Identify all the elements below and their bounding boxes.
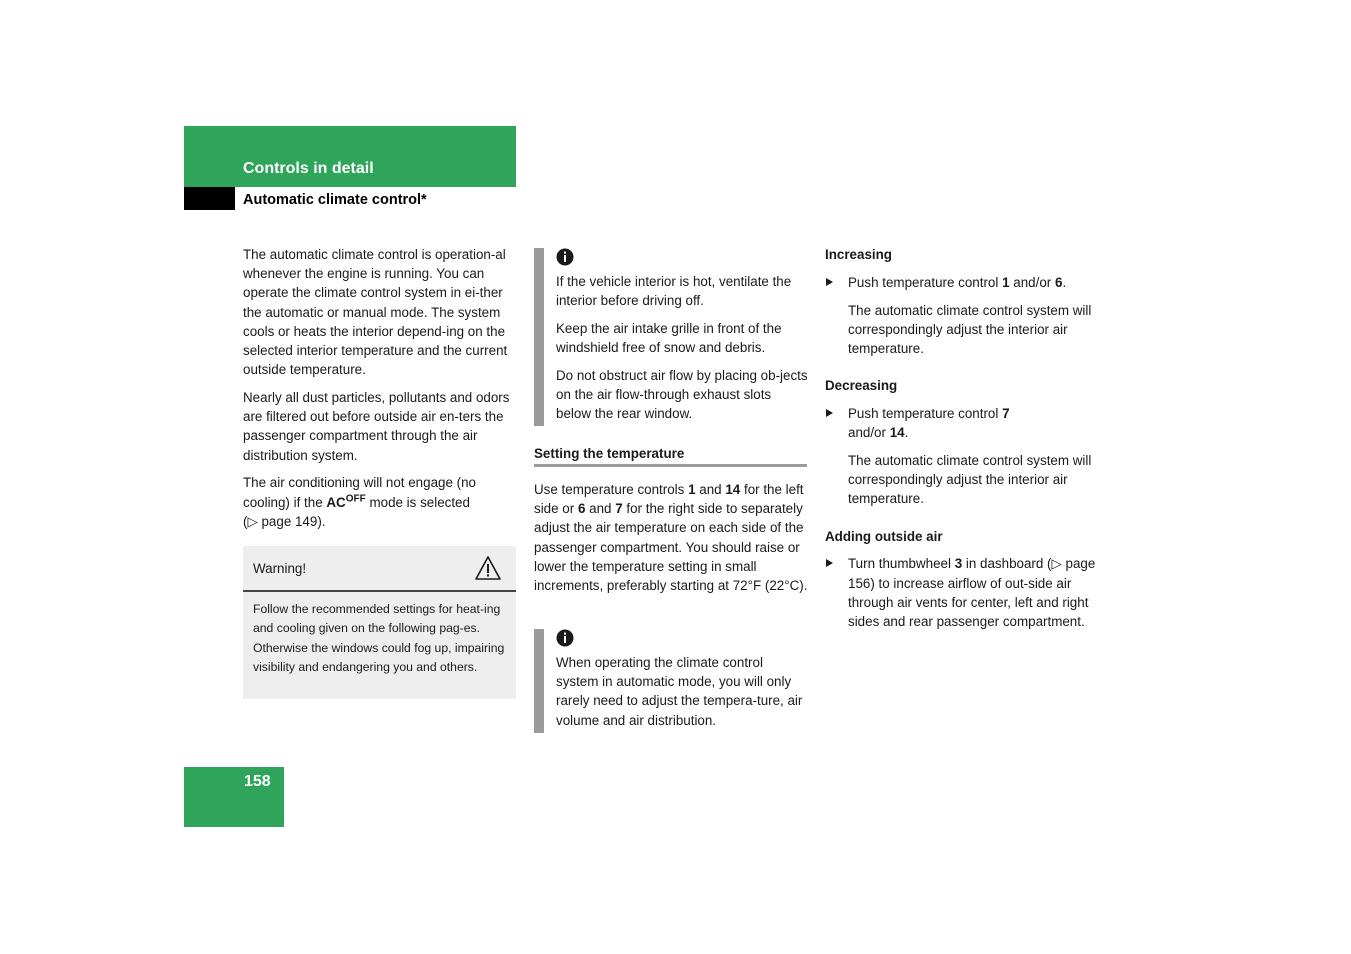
bullet-arrow-icon <box>826 409 833 417</box>
note-paragraph: Do not obstruct air flow by placing ob-jects on the air flow-through exhaust slots below the rear window. <box>556 368 808 422</box>
section-title: Controls in detail <box>243 160 374 177</box>
column-left <box>243 245 518 540</box>
column-right <box>825 245 1105 640</box>
text-span: and/or <box>1013 274 1052 290</box>
text-span: . <box>1062 274 1067 290</box>
increasing-result: The automatic climate control system will correspondingly adjust the interior air temperature. <box>848 302 1092 356</box>
control-number: 6 <box>1054 274 1063 290</box>
note-paragraph: When operating the climate control system in automatic mode, you will only rarely need to adjust the tempera-ture, air volume and air distribution. <box>556 655 803 728</box>
control-number: 1 <box>688 482 696 497</box>
decreasing-heading: Decreasing <box>825 378 898 394</box>
text-span: Push temperature control <box>848 406 999 421</box>
note-bar <box>534 248 544 426</box>
ac-off-text-a: The air conditioning will not engage (no cooling) if the <box>243 475 476 510</box>
control-number: 6 <box>577 501 586 517</box>
control-number: 7 <box>615 501 623 517</box>
decreasing-step <box>825 404 1105 442</box>
warning-box <box>243 546 516 699</box>
outside-air-step <box>825 554 1105 631</box>
control-number: 14 <box>889 425 905 441</box>
increasing-heading: Increasing <box>825 247 892 262</box>
warning-header <box>243 546 516 592</box>
note-paragraph: Keep the air intake grille in front of the windshield free of snow and debris. <box>556 321 782 356</box>
warning-body: Follow the recommended settings for heat-ing and cooling given on the following pag-es. Otherwise the windows could fog up, impairing visibility and endangering you and others. <box>253 602 505 675</box>
text-span: and <box>589 501 612 517</box>
info-icon <box>556 629 574 647</box>
intro-paragraph: The automatic climate control is operation-al whenever the engine is running. You can operate the climate control system in ei-ther the automatic or manual mode. The system cools or heats the interior depend-ing on the selected interior temperature and the current outside temperature. <box>243 247 508 378</box>
text-span: Turn thumbwheel <box>848 556 951 572</box>
increasing-step <box>825 273 1105 292</box>
page-reference-link[interactable]: (▷ page 149). <box>243 513 326 529</box>
ac-off-paragraph <box>243 473 518 531</box>
page-number: 158 <box>244 773 271 790</box>
bullet-arrow-icon <box>826 559 833 567</box>
text-span: Use temperature controls <box>534 482 685 497</box>
control-number: 7 <box>1002 406 1010 421</box>
control-number: 14 <box>725 482 741 497</box>
setting-temperature-heading: Setting the temperature <box>534 446 685 461</box>
control-number: 1 <box>1002 274 1010 290</box>
outside-air-heading: Adding outside air <box>825 528 943 544</box>
warning-triangle-icon <box>474 555 502 581</box>
subsection-title: Automatic climate control* <box>243 192 427 208</box>
info-note-ventilation <box>534 248 808 426</box>
header-tab-marker <box>184 187 235 210</box>
heading-rule <box>534 464 807 467</box>
text-span: . <box>904 425 909 441</box>
bullet-arrow-icon <box>826 278 833 286</box>
info-note-automatic-mode <box>534 629 808 733</box>
control-number: 3 <box>954 556 963 572</box>
note-paragraph: If the vehicle interior is hot, ventilate the interior before driving off. <box>556 274 792 309</box>
decreasing-result: The automatic climate control system will correspondingly adjust the interior air temperature. <box>848 453 1092 507</box>
text-span: Push temperature control <box>848 274 999 290</box>
note-bar <box>534 629 544 733</box>
text-span: and <box>699 482 722 497</box>
filter-paragraph: Nearly all dust particles, pollutants and odors are filtered out before outside air en-ters the passenger compartment through the air distribution system. <box>243 390 510 463</box>
text-span: and/or <box>848 425 886 441</box>
ac-off-text-b: mode is selected <box>369 494 470 510</box>
text-span: for the right side to separately adjust the air temperature on each side of the passenger compartment. You should raise or lower the temperature setting in small increments, preferably starting at 72°F (22°C). <box>534 501 808 594</box>
text-span: in dashboard (▷ page 156) to increase airflow of out-side air through air vents for center, left and right sides and rear passenger compartment. <box>848 556 1096 630</box>
warning-title: Warning! <box>253 561 307 576</box>
setting-temperature-paragraph <box>534 480 808 595</box>
text-span: for the left side or <box>534 482 804 517</box>
ac-label: AC <box>326 494 346 510</box>
off-superscript: OFF <box>345 493 366 505</box>
info-icon <box>556 248 574 266</box>
